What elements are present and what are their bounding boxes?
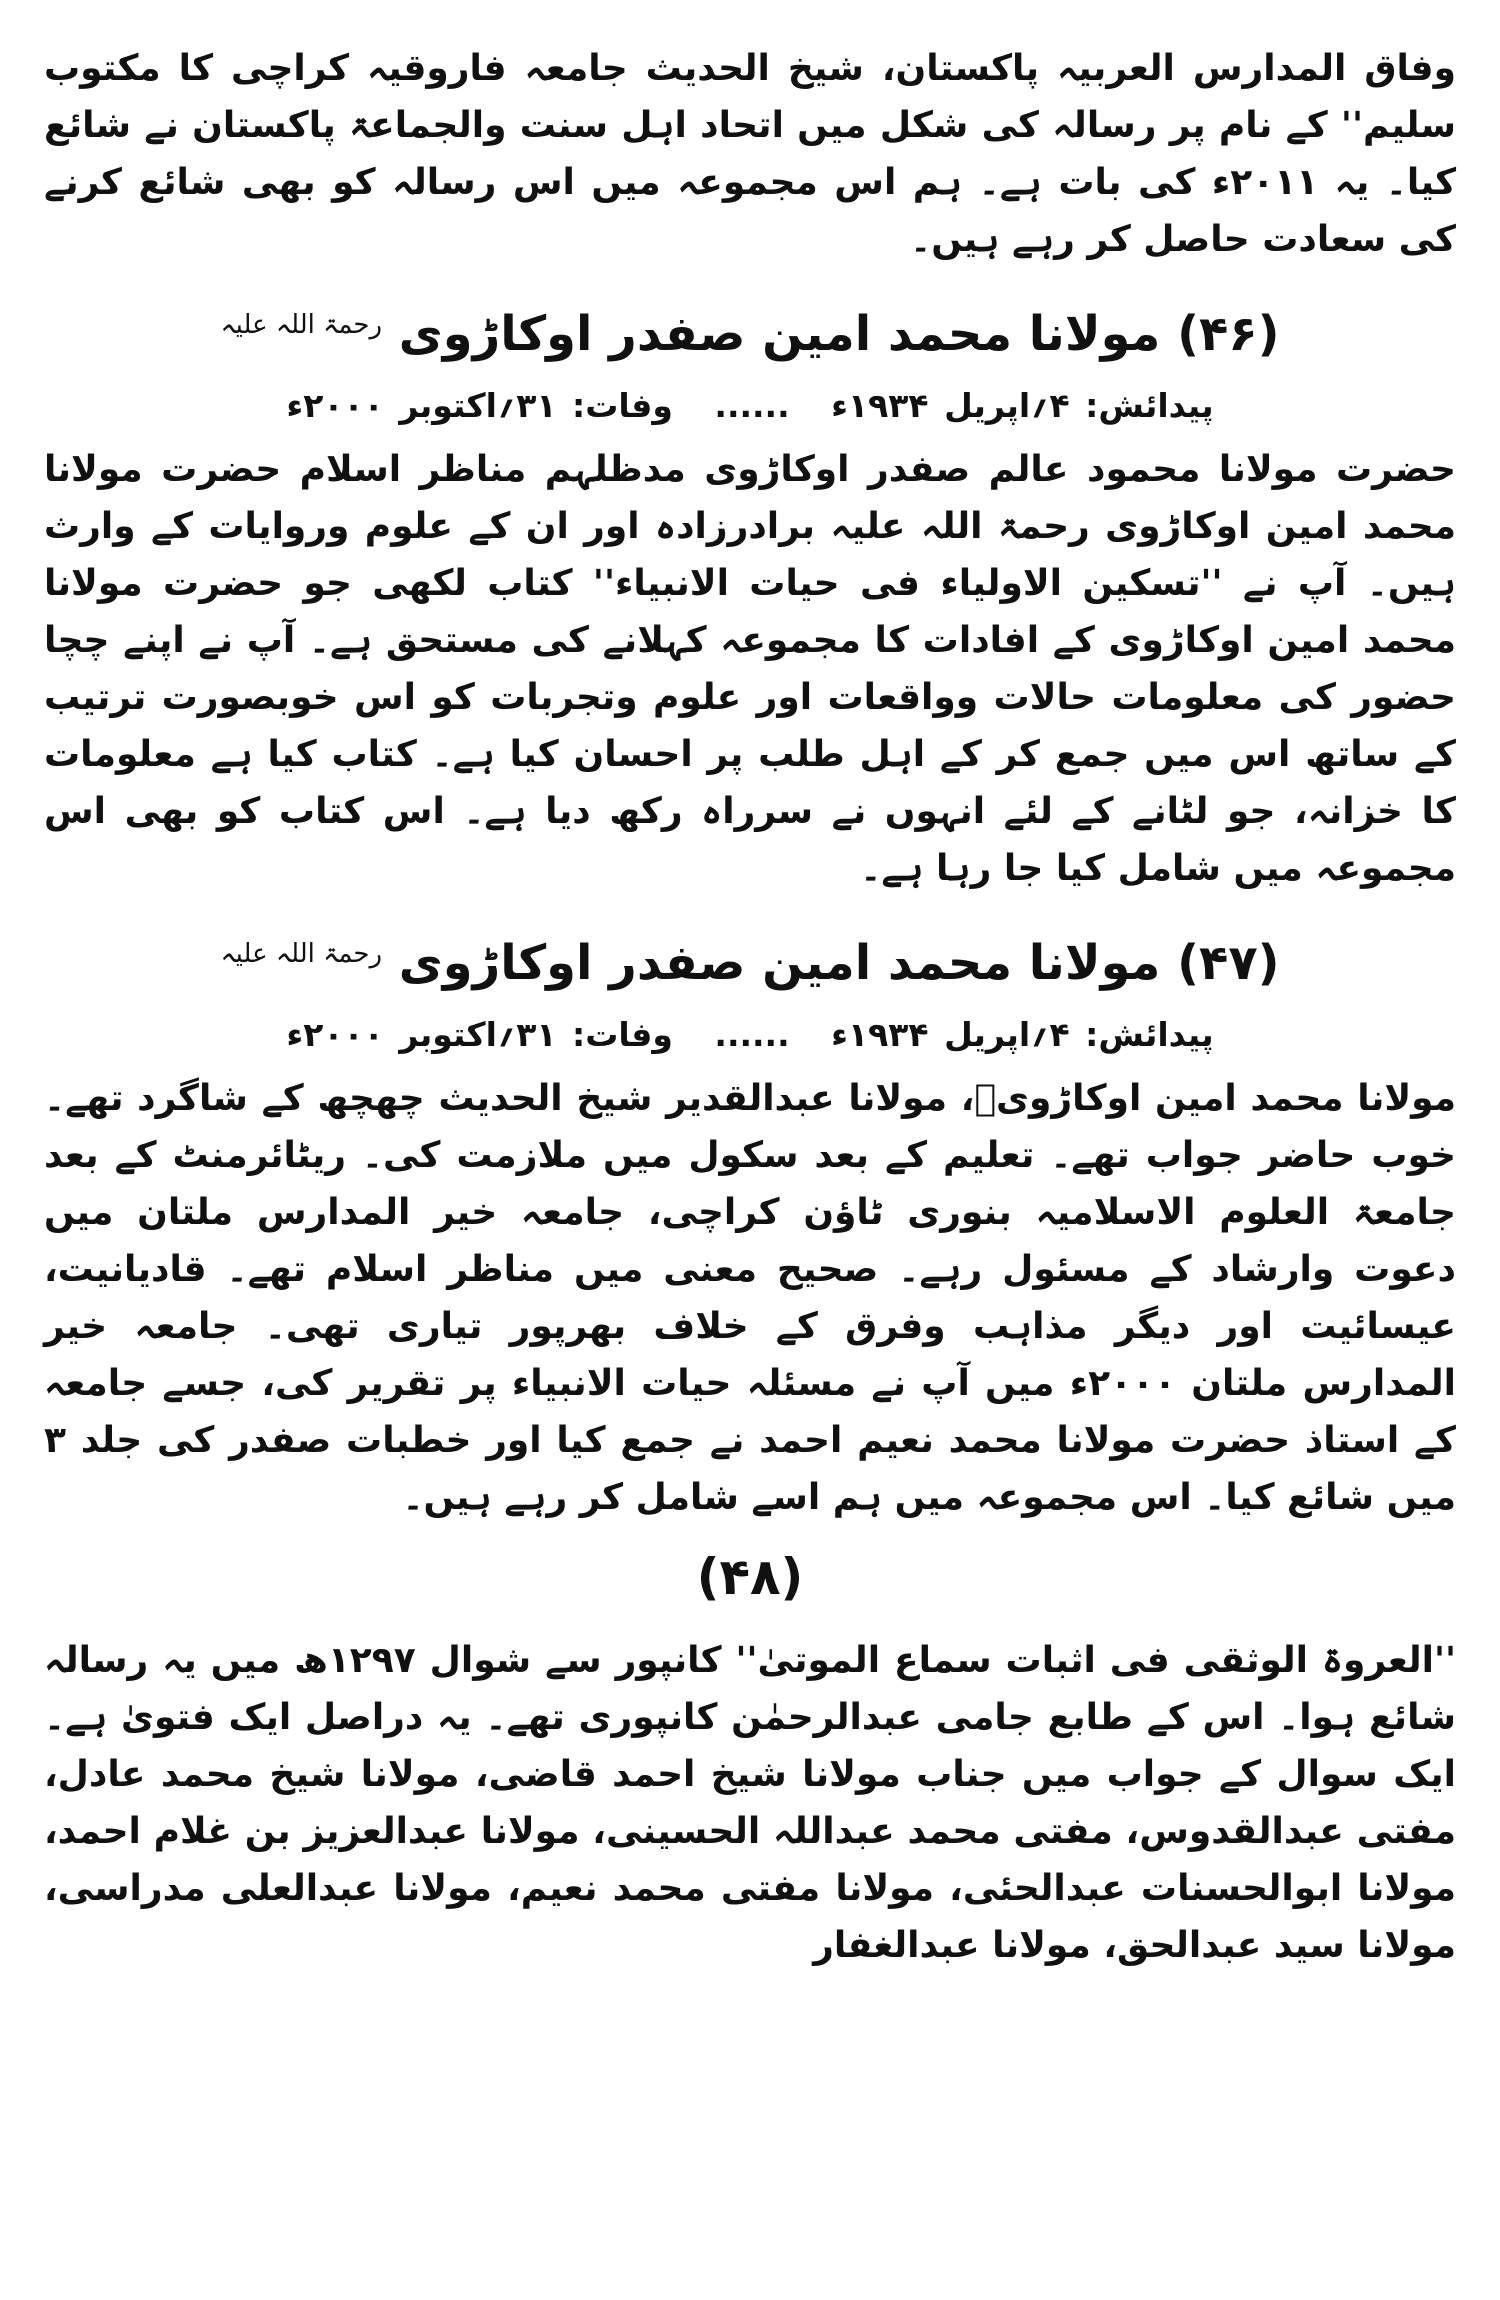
section-47-heading (44, 919, 1456, 998)
section-47-dates (44, 1008, 1456, 1062)
section-47-separator: ...... (714, 1015, 790, 1054)
section-48-paragraph: ''العروۃ الوثقی فی اثبات سماع الموتیٰ'' کانپور سے شوال ۱۲۹۷ھ میں یہ رسالہ شائع ہوا۔ اس کے طابع جامی عبدالرحمٰن کانپوری تھے۔ یہ دراصل ایک فتویٰ ہے۔ ایک سوال کے جواب میں جناب مولانا شیخ احمد قاضی، مولانا شیخ محمد عادل، مفتی عبدالقدوس، مفتی محمد عبداللہ الحسینی، مولانا عبدالعزیز بن غلام احمد، مولانا ابوالحسنات عبدالحئی، مولانا مفتی محمد نعیم، مولانا عبدالعلی مدراسی، مولانا سید عبدالحق، مولانا عبدالغفار (44, 1640, 1456, 1966)
section-47-birth: پیدائش: ۴؍اپریل ۱۹۳۴ء (831, 1015, 1214, 1054)
section-46-honorific: رحمۃ اللہ علیہ (220, 310, 383, 340)
intro-paragraph: وفاق المدارس العربیہ پاکستان، شیخ الحدیث جامعہ فاروقیہ کراچی کا مکتوب سلیم'' کے نام پر رسالہ کی شکل میں اتحاد اہل سنت والجماعۃ پاکستان نے شائع کیا۔ یہ ۲۰۱۱ء کی بات ہے۔ ہم اس مجموعہ میں اس رسالہ کو بھی شائع کرنے کی سعادت حاصل کر رہے ہیں۔ (44, 48, 1457, 260)
section-47-paragraph: مولانا محمد امین اوکاڑویؒ، مولانا عبدالقدیر شیخ الحدیث چھچھ کے شاگرد تھے۔ خوب حاضر جواب تھے۔ تعلیم کے بعد سکول میں ملازمت کی۔ ریٹائرمنٹ کے بعد جامعۃ العلوم الاسلامیہ بنوری ٹاؤن کراچی، جامعہ خیر المدارس ملتان میں دعوت وارشاد کے مسئول رہے۔ صحیح معنی میں مناظر اسلام تھے۔ قادیانیت، عیسائیت اور دیگر مذاہب وفرق کے خلاف بھرپور تیاری تھی۔ جامعہ خیر المدارس ملتان ۲۰۰۰ء میں آپ نے مسئلہ حیات الانبیاء پر تقریر کی، جسے جامعہ کے استاذ حضرت مولانا محمد نعیم احمد نے جمع کیا اور خطبات صفدر کی جلد ۳ میں شائع کیا۔ اس مجموعہ میں ہم اسے شامل کر رہے ہیں۔ (44, 1078, 1456, 1518)
section-46-death: وفات: ۳۱؍اکتوبر ۲۰۰۰ء (286, 386, 673, 425)
section-46-birth: پیدائش: ۴؍اپریل ۱۹۳۴ء (831, 386, 1214, 425)
section-47-honorific: رحمۃ اللہ علیہ (220, 939, 383, 969)
section-46-separator: ...... (714, 386, 790, 425)
section-46-dates (44, 379, 1456, 433)
section-47-death: وفات: ۳۱؍اکتوبر ۲۰۰۰ء (286, 1015, 673, 1054)
section-47-title: (۴۷) مولانا محمد امین صفدر اوکاڑوی (398, 935, 1280, 991)
section-46-heading (44, 290, 1456, 369)
section-48-heading: (۴۸) (696, 1548, 804, 1606)
section-46-title: (۴۶) مولانا محمد امین صفدر اوکاڑوی (398, 306, 1280, 362)
section-46-paragraph: حضرت مولانا محمود عالم صفدر اوکاڑوی مدظلہم مناظر اسلام حضرت مولانا محمد امین اوکاڑوی رحمۃ اللہ علیہ برادرزادہ اور ان کے علوم وروایات کے وارث ہیں۔ آپ نے ''تسکین الاولیاء فی حیات الانبیاء'' کتاب لکھی جو حضرت مولانا محمد امین اوکاڑوی کے افادات کا مجموعہ کہلانے کی مستحق ہے۔ آپ نے اپنے چچا حضور کی معلومات حالات وواقعات اور علوم وتجربات کو اس خوبصورت ترتیب کے ساتھ اس میں جمع کر کے اہل طلب پر احسان کیا ہے۔ کتاب کیا ہے معلومات کا خزانہ، جو لٹانے کے لئے انہوں نے سرراہ رکھ دیا ہے۔ اس کتاب کو بھی اس مجموعہ میں شامل کیا جا رہا ہے۔ (44, 449, 1456, 889)
